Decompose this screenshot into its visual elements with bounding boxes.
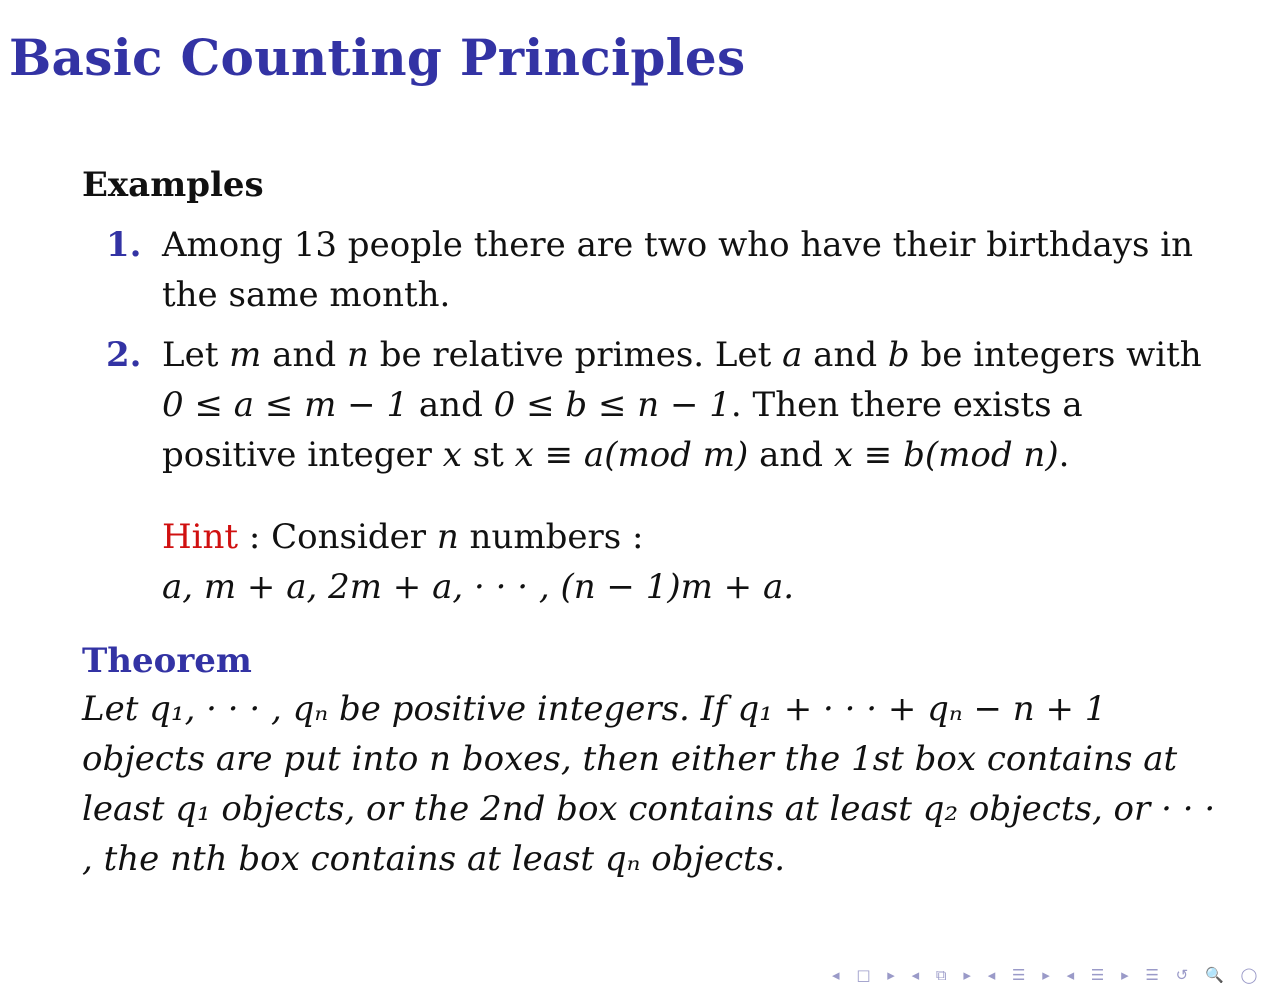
item2-text: Let m and n be relative primes. Let a and b be integers with 0 ≤ a ≤ m − 1 and 0 ≤ b ≤ n − 1. Then there exists a positive integer x st x ≡ a(mod m) and x ≡ b(mod n). <box>162 335 1202 475</box>
nav-next-part-icon[interactable]: ▸ <box>1121 966 1131 984</box>
congruence-2: x ≡ b(mod n) <box>833 435 1059 475</box>
hint <box>82 512 1222 612</box>
nav-prev-subsection-icon[interactable]: ◂ <box>911 966 922 984</box>
beamer-navigation <box>832 966 1267 984</box>
slide-title: Basic Counting Principles <box>9 28 746 87</box>
frame-icon[interactable]: □ <box>856 966 873 984</box>
nav-prev-frame-icon[interactable]: ◂ <box>832 966 842 984</box>
hint-line: Hint : Consider n numbers : <box>162 517 644 557</box>
nav-next-subsection-icon[interactable]: ▸ <box>963 966 973 984</box>
outline-icon[interactable]: ☰ <box>1145 966 1161 984</box>
theorem-heading: Theorem <box>82 641 252 681</box>
condition-a: 0 ≤ a ≤ m − 1 <box>162 385 409 425</box>
search-icon[interactable]: 🔍 <box>1205 966 1226 984</box>
hint-sequence: a, m + a, 2m + a, · · · , (n − 1)m + a. <box>162 567 795 607</box>
nav-prev-section-icon[interactable]: ◂ <box>987 966 998 984</box>
item-number: 1. <box>106 225 142 265</box>
nav-prev-part-icon[interactable]: ◂ <box>1066 966 1077 984</box>
hint-label: Hint <box>162 517 239 557</box>
part-icon[interactable]: ☰ <box>1090 966 1107 984</box>
nav-next-section-icon[interactable]: ▸ <box>1042 966 1052 984</box>
examples-heading: Examples <box>82 165 264 205</box>
nav-next-frame-icon[interactable]: ▸ <box>887 966 897 984</box>
condition-b: 0 ≤ b ≤ n − 1 <box>493 385 731 425</box>
theorem-body: Let q₁, · · · , qₙ be positive integers. If q₁ + · · · + qₙ − n + 1 objects are put into n boxes, then either the 1st box contains at least q₁ objects, or the 2nd box contains at least q₂ objects, or · · · , the nth box contains at least qₙ objects. <box>82 689 1216 879</box>
subsection-icon[interactable]: ⧉ <box>935 966 949 984</box>
examples-list <box>82 220 1222 480</box>
section-icon[interactable]: ☰ <box>1012 966 1028 984</box>
example-item-1 <box>82 220 1222 320</box>
congruence-1: x ≡ a(mod m) <box>514 435 749 475</box>
item-text: Among 13 people there are two who have their birthdays in the same month. <box>162 225 1194 315</box>
item-number: 2. <box>106 335 142 375</box>
slide-content <box>82 160 1222 884</box>
fullscreen-icon[interactable]: ◯ <box>1240 966 1260 984</box>
example-item-2 <box>82 330 1222 480</box>
back-icon[interactable]: ↺ <box>1175 966 1191 984</box>
